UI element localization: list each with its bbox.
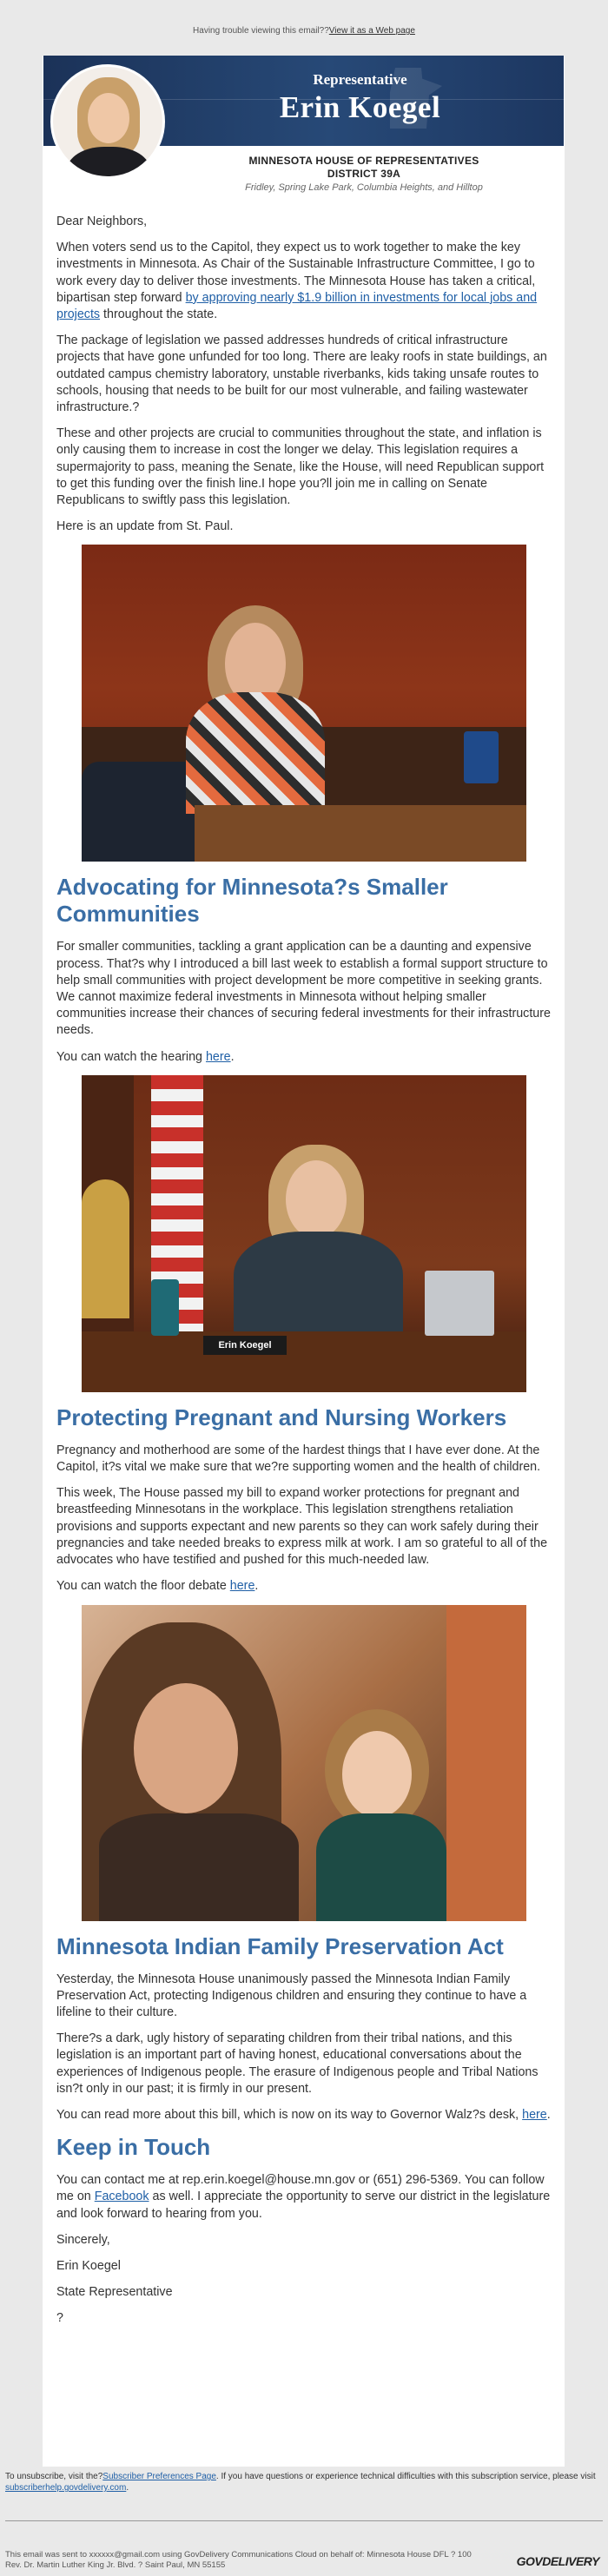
- signature-mark: ?: [56, 2311, 63, 2326]
- preheader: [0, 0, 608, 56]
- section2-watch: You can watch the floor debate here.: [56, 1579, 259, 1594]
- floor-debate-link[interactable]: here: [229, 1579, 255, 1594]
- hearing-link[interactable]: here: [205, 1049, 231, 1064]
- org-line-1: MINNESOTA HOUSE OF REPRESENTATIVES: [248, 155, 479, 167]
- banner-title-large: Erin Koegel: [279, 90, 441, 124]
- intro-paragraph-3: These and other projects are crucial to communities throughout the state, and inflation is only causing them to increase in cost the longer we delay. This legislation requires a supermajority to pass, meaning the Senate, like the House, will need Republican support to get this funding over the finish line.I hope you?ll join me in calling on Senate Republicans to swiftly pass this legislation.: [56, 426, 545, 508]
- section3-read: You can read more about this bill, which is now on its way to Governor Walz?s desk, here.: [56, 2107, 551, 2122]
- section3-paragraph-1: Yesterday, the Minnesota House unanimously passed the Minnesota Indian Family Preservation Act, protecting Indigenous children and ensuring they continue to have a lifeline to their culture.: [56, 1972, 527, 2019]
- avatar: [50, 64, 165, 179]
- subscriber-preferences-link[interactable]: Subscriber Preferences Page: [102, 2472, 216, 2481]
- preheader-text: Having trouble viewing this email??: [193, 26, 329, 36]
- section2-heading: Protecting Pregnant and Nursing Workers: [56, 1404, 507, 1430]
- subscriber-help-link[interactable]: subscriberhelp.govdelivery.com: [5, 2483, 127, 2493]
- email-card: [43, 56, 565, 2467]
- nameplate: Erin Koegel: [203, 1336, 287, 1355]
- intro-paragraph-4: Here is an update from St. Paul.: [56, 519, 234, 534]
- email-body: [56, 214, 552, 2337]
- greeting: Dear Neighbors,: [56, 215, 148, 228]
- section1-watch: You can watch the hearing here.: [56, 1049, 235, 1064]
- org-line-2: DISTRICT 39A: [327, 168, 401, 180]
- sent-notice: This email was sent to xxxxxx@gmail.com using GovDelivery Communications Cloud on behalf of: Minnesota House DFL ? 100 Rev. Dr. Martin Luther King Jr. Blvd. ? Saint Paul, MN 55155: [5, 2550, 472, 2570]
- section3-heading: Minnesota Indian Family Preservation Act: [56, 1932, 504, 1959]
- facebook-link[interactable]: Facebook: [94, 2190, 149, 2204]
- section1-paragraph-1: For smaller communities, tackling a grant application can be a daunting and expensive process. That?s why I introduced a bill last week to establish a formal support structure to help small communities with project development be more competitive in seeking grants. We cannot maximize federal investments in Minnesota without helping smaller communities increase their chances of securing federal investments for their infrastructure needs.: [56, 940, 551, 1038]
- section1-heading: Advocating for Minnesota?s Smaller Communities: [56, 874, 448, 928]
- investments-link[interactable]: by approving nearly $1.9 billion in investments for local jobs and projects: [56, 290, 538, 322]
- photo-hearing: [82, 545, 526, 862]
- signature-title: State Representative: [56, 2285, 173, 2300]
- section3-paragraph-2: There?s a dark, ugly history of separating children from their tribal nations, and this legislation is an important part of having honest, educational conversations about the experiences of Indigenous people. The erasure of Indigenous people and Tribal Nations isn?t only in our past; it is firmly in our present.: [56, 2031, 539, 2096]
- intro-paragraph-1: When voters send us to the Capitol, they expect us to work together to make the key investments in Minnesota. As Chair of the Sustainable Infrastructure Committee, I go to work every day to deliver those investments. The Minnesota House has taken a critical, bipartisan step forward by approving nearly $1.9 billion in investments for local jobs and projects throughout the state.: [56, 241, 538, 322]
- header-info: [173, 155, 555, 193]
- district-cities: Fridley, Spring Lake Park, Columbia Heights, and Hilltop: [245, 182, 483, 193]
- photo-committee: [82, 1075, 526, 1392]
- govdelivery-logo: GOVDELIVERY: [516, 2554, 599, 2568]
- section2-paragraph-1: Pregnancy and motherhood are some of the hardest things that I have ever done. At the Capitol, it?s vital we make sure that we?re supporting women and the health of children.: [56, 1443, 541, 1475]
- section2-paragraph-2: This week, The House passed my bill to expand worker protections for pregnant and breastfeeding Minnesotans in the workplace. This legislation strengthens retaliation provisions and supports expectant and new parents so they can work safely during their pregnancies and take needed breaks to express milk at work. I am so grateful to all of the advocates who have testified and pushed for this much-needed law.: [56, 1486, 548, 1568]
- signature-name: Erin Koegel: [56, 2258, 121, 2273]
- signature: [56, 2232, 552, 2328]
- footer-divider: [5, 2520, 603, 2521]
- web-view-link[interactable]: View it as a Web page: [328, 26, 415, 36]
- contact-heading: Keep in Touch: [56, 2134, 211, 2161]
- footer: [0, 2471, 608, 2570]
- intro-paragraph-2: The package of legislation we passed addresses hundreds of critical infrastructure projects that have gone unfunded for too long. There are leaky roofs in state buildings, an outdated campus chemistry laboratory, unstable riverbanks, kids taking unsafe routes to schools, housing that needs to be built for our most vulnerable, and failing wastewater infrastructure.?: [56, 334, 547, 415]
- closing: Sincerely,: [56, 2232, 110, 2247]
- contact-paragraph: You can contact me at rep.erin.koegel@house.mn.gov or (651) 296-5369. You can follow me on Facebook as well. I appreciate the opportunity to serve our district in the legislature and look forward to hearing from you.: [56, 2173, 551, 2221]
- photo-family: [82, 1605, 526, 1921]
- banner-title-small: Representative: [313, 71, 407, 88]
- unsubscribe-text: To unsubscribe, visit the?Subscriber Preferences Page. If you have questions or experience technical difficulties with this subscription service, please visit subscriberhelp.govdelivery.com.: [5, 2472, 596, 2493]
- bill-link[interactable]: here: [522, 2107, 547, 2122]
